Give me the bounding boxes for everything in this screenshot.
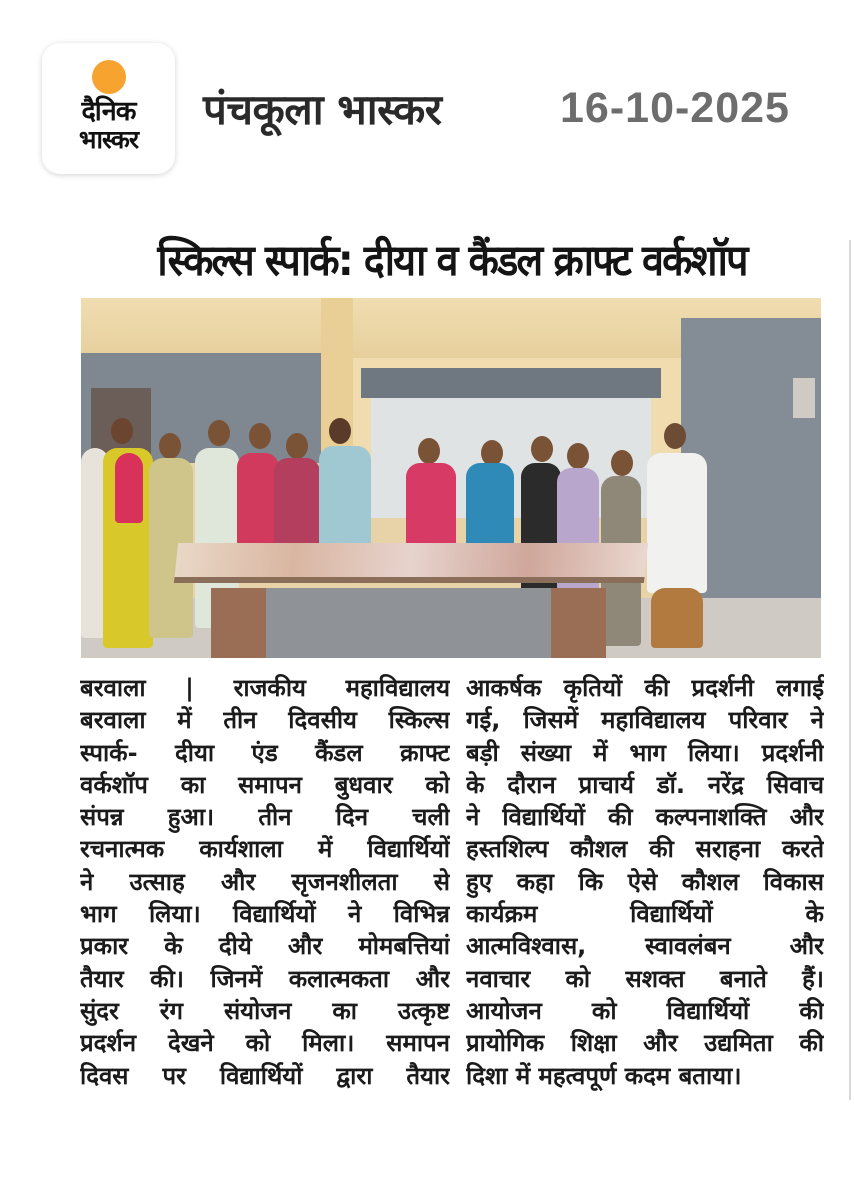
clipping-edge-divider bbox=[849, 240, 851, 1100]
article-line: नवाचार को सशक्त बनाते हैं। bbox=[466, 964, 824, 993]
article-line: बरवाला | राजकीय महाविद्यालय bbox=[80, 674, 450, 702]
article-line: स्पार्क- दीया एंड कैंडल क्राफ्ट bbox=[80, 738, 450, 767]
article-line: सुंदर रंग संयोजन का उत्कृष्ट bbox=[80, 996, 450, 1025]
article-line: रचनात्मक कार्यशाला में विद्यार्थियों bbox=[80, 835, 450, 864]
article-line: हस्तशिल्प कौशल की सराहना करते bbox=[466, 835, 824, 864]
article-line: दिवस पर विद्यार्थियों द्वारा तैयार bbox=[80, 1061, 450, 1090]
article-headline: स्किल्स स्पार्क: दीया व कैंडल क्राफ्ट वर्कशॉप bbox=[157, 235, 747, 286]
article-line: तैयार की। जिनमें कलात्मकता और bbox=[80, 964, 450, 993]
logo-word-bhaskar: भास्कर bbox=[78, 125, 139, 154]
article-line: के दौरान प्राचार्य डॉ. नरेंद्र सिवाच bbox=[466, 770, 824, 799]
newspaper-logo bbox=[42, 43, 175, 174]
article-column-right bbox=[466, 672, 824, 1092]
sun-icon bbox=[92, 60, 126, 94]
article-line: भाग लिया। विद्यार्थियों ने विभिन्न bbox=[80, 900, 450, 929]
article-column-left bbox=[80, 672, 450, 1092]
article-line: ने उत्साह और सृजनशीलता से bbox=[80, 867, 450, 896]
article-photo bbox=[81, 298, 821, 658]
article-line: बरवाला में तीन दिवसीय स्किल्स bbox=[80, 706, 450, 735]
article-line: गई, जिसमें महाविद्यालय परिवार ने bbox=[466, 706, 824, 735]
logo-word-dainik: दैनिक bbox=[81, 96, 136, 127]
article-line: वर्कशॉप का समापन बुधवार को bbox=[80, 770, 450, 799]
article-line: आत्मविश्वास, स्वावलंबन और bbox=[466, 932, 824, 961]
article-line: प्रकार के दीये और मोमबत्तियां bbox=[80, 932, 450, 961]
edition-date: 16-10-2025 bbox=[560, 84, 790, 132]
article-line: हुए कहा कि ऐसे कौशल विकास bbox=[466, 867, 824, 896]
article-line: दिशा में महत्वपूर्ण कदम बताया। bbox=[466, 1061, 742, 1090]
article-line: कार्यक्रम विद्यार्थियों के bbox=[466, 900, 824, 929]
article-line: बड़ी संख्या में भाग लिया। प्रदर्शनी bbox=[466, 738, 824, 767]
article-line: संपन्न हुआ। तीन दिन चली bbox=[80, 803, 450, 832]
article-line: प्रदर्शन देखने को मिला। समापन bbox=[80, 1029, 450, 1058]
article-line: आयोजन को विद्यार्थियों की bbox=[466, 996, 824, 1025]
article-line: ने विद्यार्थियों की कल्पनाशक्ति और bbox=[466, 803, 824, 832]
edition-title: पंचकूला भास्कर bbox=[203, 85, 442, 134]
article-line: प्रायोगिक शिक्षा और उद्यमिता की bbox=[466, 1029, 824, 1058]
article-line: आकर्षक कृतियों की प्रदर्शनी लगाई bbox=[466, 674, 824, 702]
